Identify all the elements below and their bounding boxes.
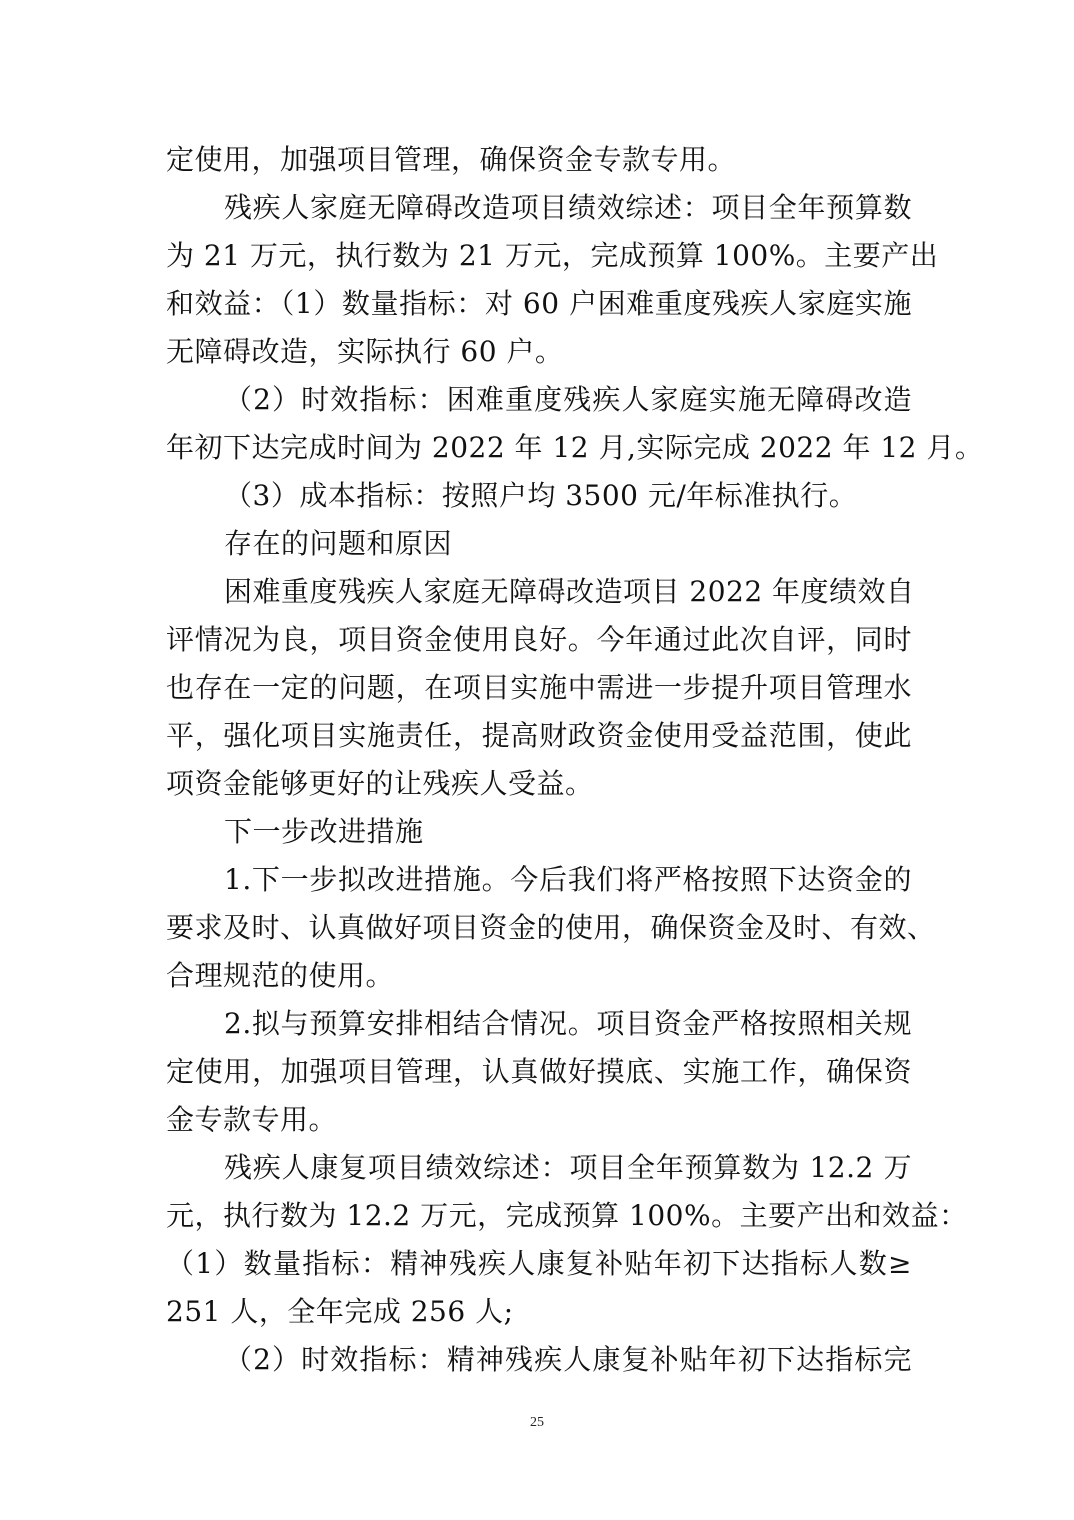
text-line: 1.下一步拟改进措施。今后我们将严格按照下达资金的: [224, 863, 912, 896]
text-line: 和效益：（1）数量指标：对 60 户困难重度残疾人家庭实施: [166, 287, 912, 320]
paragraph: [166, 1144, 968, 1336]
text-line: 2.拟与预算安排相结合情况。项目资金严格按照相关规: [224, 1007, 912, 1040]
text-line: 定使用，加强项目管理，确保资金专款专用。: [166, 143, 737, 176]
paragraph: [166, 376, 984, 472]
text-line: 残疾人康复项目绩效综述：项目全年预算数为 12.2 万: [224, 1151, 912, 1184]
text-line: 为 21 万元，执行数为 21 万元，完成预算 100%。主要产出: [166, 239, 939, 272]
text-line: 251 人，全年完成 256 人;: [166, 1295, 514, 1328]
text-line: 下一步改进措施: [224, 815, 424, 848]
paragraph: [166, 856, 936, 1000]
text-line: 元，执行数为 12.2 万元，完成预算 100%。主要产出和效益：: [166, 1199, 968, 1232]
text-line: 平，强化项目实施责任，提高财政资金使用受益范围，使此: [166, 719, 912, 752]
paragraph: [166, 184, 939, 376]
text-line: 合理规范的使用。: [166, 959, 395, 992]
text-line: 年初下达完成时间为 2022 年 12 月,实际完成 2022 年 12 月。: [166, 431, 984, 464]
text-line: （2）时效指标：精神残疾人康复补贴年初下达指标完: [224, 1343, 912, 1376]
section-heading: [166, 808, 912, 856]
text-line: （2）时效指标：困难重度残疾人家庭实施无障碍改造: [224, 383, 912, 416]
section-heading: [166, 520, 912, 568]
text-line: 评情况为良，项目资金使用良好。今年通过此次自评，同时: [166, 623, 912, 656]
text-line: 残疾人家庭无障碍改造项目绩效综述：项目全年预算数: [224, 191, 912, 224]
text-line: 项资金能够更好的让残疾人受益。: [166, 767, 594, 800]
paragraph: [166, 568, 915, 808]
text-line: 要求及时、认真做好项目资金的使用，确保资金及时、有效、: [166, 911, 936, 944]
paragraph: [166, 1000, 912, 1144]
text-line: 定使用，加强项目管理，认真做好摸底、实施工作，确保资: [166, 1055, 912, 1088]
paragraph: [166, 472, 912, 520]
text-line: 无障碍改造，实际执行 60 户。: [166, 335, 564, 368]
paragraph: [166, 1336, 912, 1384]
text-line: 困难重度残疾人家庭无障碍改造项目 2022 年度绩效自: [224, 575, 915, 608]
text-line: 存在的问题和原因: [224, 527, 453, 560]
text-line: 金专款专用。: [166, 1103, 338, 1136]
page-number: 25: [530, 1415, 544, 1430]
text-line: 也存在一定的问题，在项目实施中需进一步提升项目管理水: [166, 671, 912, 704]
text-line: （1）数量指标：精神残疾人康复补贴年初下达指标人数≥: [166, 1247, 912, 1280]
text-line: （3）成本指标：按照户均 3500 元/年标准执行。: [224, 479, 858, 512]
paragraph: [166, 136, 912, 184]
body-text: [166, 136, 984, 1384]
